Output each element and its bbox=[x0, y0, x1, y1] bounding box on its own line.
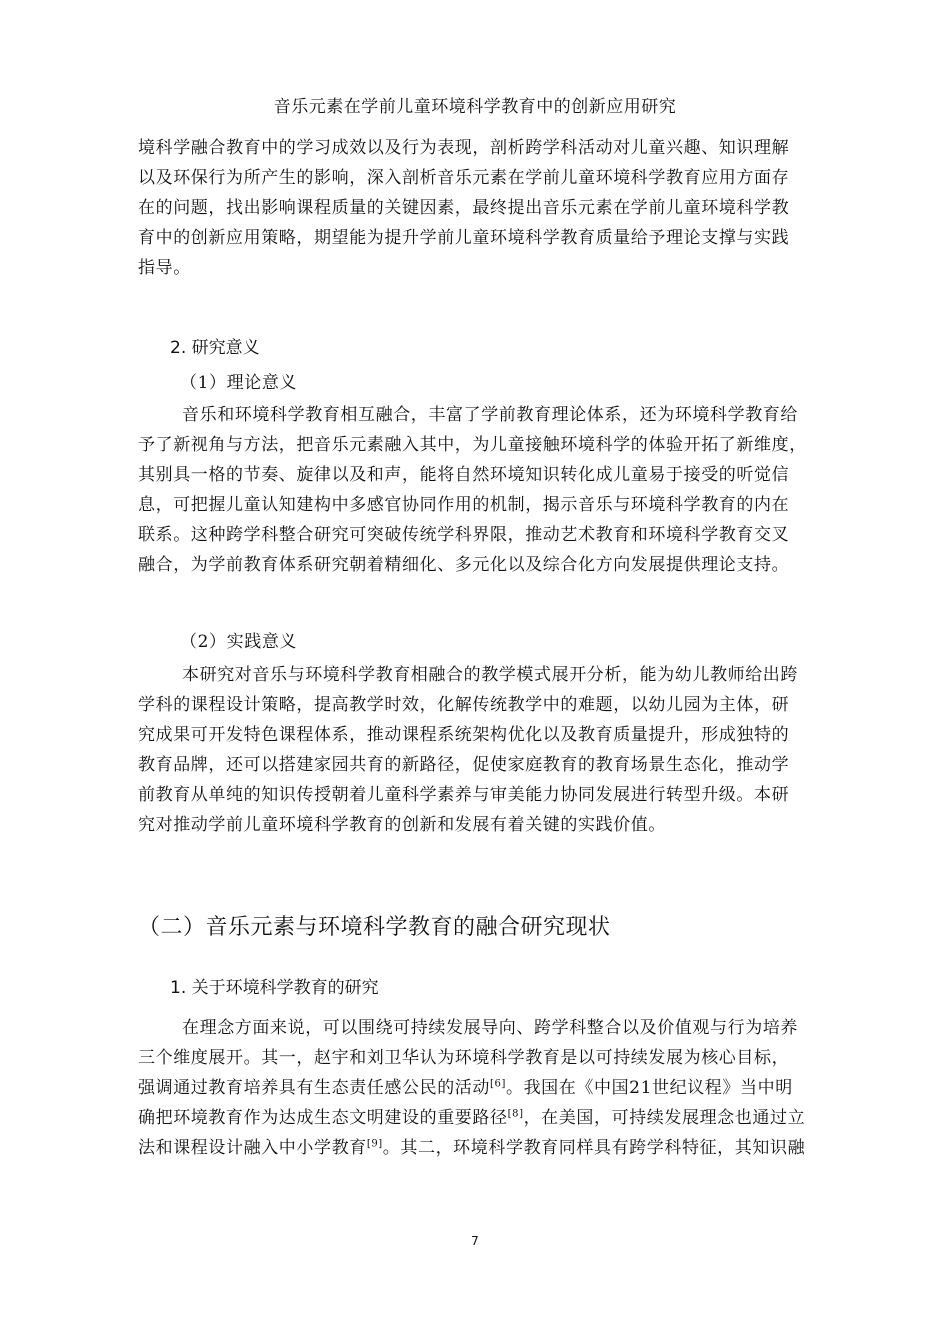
text-line: 学科的课程设计策略，提高教学时效，化解传统教学中的难题，以幼儿园为主体，研 bbox=[138, 695, 790, 715]
citation-6: [6] bbox=[490, 1078, 506, 1090]
text-line: 以及环保行为所产生的影响，深入剖析音乐元素在学前儿童环境科学教育应用方面存 bbox=[138, 168, 790, 188]
text-line: 在理念方面来说，可以围绕可持续发展导向、跨学科整合以及价值观与行为培养 bbox=[182, 1018, 798, 1038]
text-span: 强调通过教育培养具有生态责任感公民的活动 bbox=[138, 1078, 490, 1098]
paragraph-practice bbox=[138, 660, 853, 870]
citation-8: [8] bbox=[507, 1108, 524, 1120]
citation-9: [9] bbox=[366, 1138, 383, 1150]
section-heading-env-education: 1. 关于环境科学教育的研究 bbox=[170, 978, 379, 998]
text-line: 育中的创新应用策略，期望能为提升学前儿童环境科学教育质量给予理论支撑与实践 bbox=[138, 228, 790, 248]
text-line: 教育品牌，还可以搭建家园共育的新路径，促使家庭教育的教育场景生态化，推动学 bbox=[138, 755, 790, 775]
text-line bbox=[138, 1073, 853, 1103]
subheading-theory: （1）理论意义 bbox=[180, 373, 298, 393]
text-line: 融合，为学前教育体系研究朝着精细化、多元化以及综合化方向发展提供理论支持。 bbox=[138, 555, 790, 575]
text-line: 三个维度展开。其一，赵宇和刘卫华认为环境科学教育是以可持续发展为核心目标， bbox=[138, 1048, 790, 1068]
text-line: 指导。 bbox=[138, 258, 191, 278]
text-line bbox=[138, 283, 853, 313]
text-span: 。其二，环境科学教育同样具有跨学科特征，其知识融 bbox=[382, 1138, 806, 1158]
paragraph-env-research bbox=[138, 1013, 853, 1163]
text-span: 。我国在《中国21世纪议程》当中明 bbox=[505, 1078, 793, 1098]
text-line: 息，可把握儿童认知建构中多感官协同作用的机制，揭示音乐与环境科学教育的内在 bbox=[138, 495, 790, 515]
text-line bbox=[138, 580, 853, 610]
text-line bbox=[138, 1133, 853, 1163]
text-span: ，在美国，可持续发展理念也通过立 bbox=[523, 1108, 806, 1128]
page-number: 7 bbox=[471, 1234, 479, 1248]
text-line: 究对推动学前儿童环境科学教育的创新和发展有着关键的实践价值。 bbox=[138, 815, 666, 835]
text-line: 予了新视角与方法，把音乐元素融入其中，为儿童接触环境科学的体验开拓了新维度， bbox=[138, 435, 807, 455]
text-line: 境科学融合教育中的学习成效以及行为表现，剖析跨学科活动对儿童兴趣、知识理解 bbox=[138, 138, 790, 158]
text-line: 在的问题，找出影响课程质量的关键因素，最终提出音乐元素在学前儿童环境科学教 bbox=[138, 198, 790, 218]
text-line: 音乐和环境科学教育相互融合，丰富了学前教育理论体系，还为环境科学教育给 bbox=[182, 405, 798, 425]
text-line: 其别具一格的节奏、旋律以及和声，能将自然环境知识转化成儿童易于接受的听觉信 bbox=[138, 465, 790, 485]
text-span: 法和课程设计融入中小学教育 bbox=[138, 1138, 367, 1158]
text-line: 本研究对音乐与环境科学教育相融合的教学模式展开分析，能为幼儿教师给出跨 bbox=[182, 665, 798, 685]
text-line: 前教育从单纯的知识传授朝着儿童科学素养与审美能力协同发展进行转型升级。本研 bbox=[138, 785, 790, 805]
subheading-practice: （2）实践意义 bbox=[180, 632, 298, 652]
running-header: 音乐元素在学前儿童环境科学教育中的创新应用研究 bbox=[273, 97, 677, 117]
section-heading-research-significance: 2. 研究意义 bbox=[170, 338, 260, 358]
text-span: 确把环境教育作为达成生态文明建设的重要路径 bbox=[138, 1108, 508, 1128]
paragraph-theory bbox=[138, 400, 853, 610]
chapter-heading-status: （二）音乐元素与环境科学教育的融合研究现状 bbox=[138, 915, 611, 940]
text-line: 究成果可开发特色课程体系，推动课程系统架构优化以及教育质量提升，形成独特的 bbox=[138, 725, 790, 745]
text-line: 联系。这种跨学科整合研究可突破传统学科界限，推动艺术教育和环境科学教育交叉 bbox=[138, 525, 790, 545]
text-line bbox=[138, 840, 853, 870]
text-line bbox=[138, 1103, 853, 1133]
paragraph-intro bbox=[138, 133, 853, 313]
